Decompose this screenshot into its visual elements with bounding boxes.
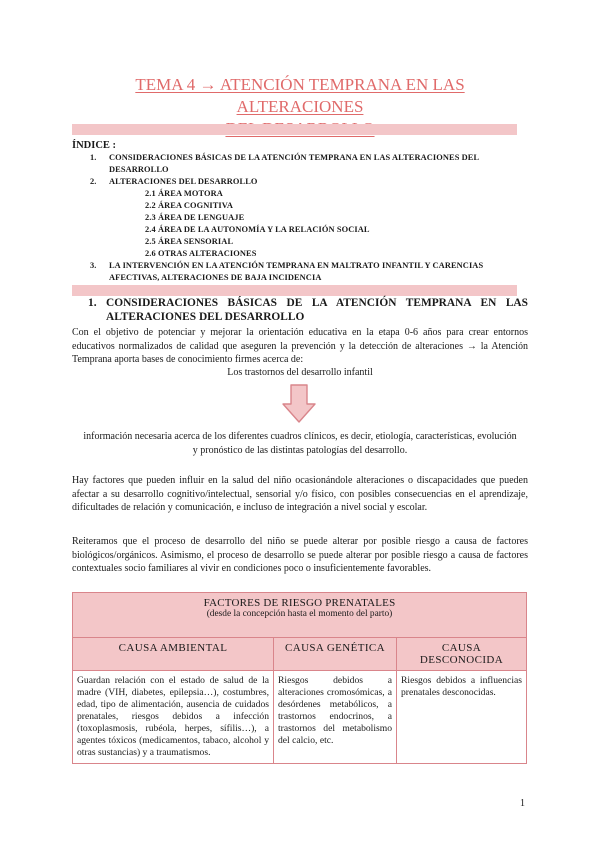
risk-factors-paragraph: Hay factores que pueden influir en la salud del niño ocasionándole alteraciones o discapacidades que pueden afectar a su desarrollo cognitivo/intelectual, sensorial y/o físico, con posibles consecuencias en el aprendizaje, dificultades de relación y comunicación, e incluso de integración a nivel social y escolar. (72, 475, 528, 513)
development-risk-paragraph: Reiteramos que el proceso de desarrollo del niño se puede alterar por posible riesgo a causa de factores biológicos/orgánicos. Asimismo, el proceso de desarrollo se puede alterar por posible riesgo a causa de factores contextuales socio familiares al vivir en condiciones poco o insuficientemente favorables. (72, 536, 528, 574)
index-heading: ÍNDICE : (72, 140, 117, 151)
index-item-text: LA INTERVENCIÓN EN LA ATENCIÓN TEMPRANA EN MALTRATO INFANTIL Y CARENCIAS (109, 261, 484, 270)
index-item-2 (90, 176, 528, 188)
column-header-ambiental: CAUSA AMBIENTAL (73, 638, 274, 671)
cell-causa-genetica: Riesgos debidos a alteraciones cromosómicas, a desórdenes metabólicos, a trastornos endocrinos, a trastornos del metabolismo del calcio, etc. (274, 671, 397, 764)
index-subitem: 2.6 OTRAS ALTERACIONES (145, 249, 257, 258)
page-number: 1 (520, 798, 525, 809)
cell-causa-desconocida: Riesgos debidos a influencias prenatales desconocidas. (397, 671, 527, 764)
centered-explanation: información necesaria acerca de los diferentes cuadros clínicos, es decir, etiología, características, evolución y pronóstico de las distintas patologías del desarrollo. (83, 431, 517, 456)
index-item-number: 1. (90, 153, 97, 162)
column-header-desconocida: CAUSA DESCONOCIDA (397, 638, 527, 671)
index-subitems (145, 188, 370, 260)
index-subitem: 2.4 ÁREA DE LA AUTONOMÍA Y LA RELACIÓN SOCIAL (145, 225, 370, 234)
prenatal-risk-table (72, 592, 527, 764)
table-header-subtitle: (desde la concepción hasta el momento del parto) (206, 609, 393, 619)
table-header-title: FACTORES DE RIESGO PRENATALES (203, 597, 396, 609)
column-header-genetica: CAUSA GENÉTICA (274, 638, 397, 671)
index-subitem: 2.3 ÁREA DE LENGUAJE (145, 213, 245, 222)
title-line-1: TEMA 4 → ATENCIÓN TEMPRANA EN LAS ALTERACIONES (135, 75, 465, 116)
index-item-text: CONSIDERACIONES BÁSICAS DE LA ATENCIÓN TEMPRANA EN LAS ALTERACIONES DEL (109, 153, 480, 162)
index-subitem: 2.5 ÁREA SENSORIAL (145, 237, 234, 246)
index-item-text: ALTERACIONES DEL DESARROLLO (109, 177, 258, 186)
index-subitem: 2.2 ÁREA COGNITIVA (145, 201, 233, 210)
cell-causa-ambiental: Guardan relación con el estado de salud de la madre (VIH, diabetes, epilepsia…), costumbres, edad, tipo de alimentación, ausencia de cuidados prenatales, riesgos debidos a infección (toxoplasmosis, rubéola, herpes, sífilis…), a agentes tóxicos (medicamentos, tabaco, alcohol y otras sustancias) y a traumatismos. (73, 671, 274, 764)
table-header (73, 593, 527, 638)
index-subitem: 2.1 ÁREA MOTORA (145, 189, 223, 198)
index-item-text-cont: DESARROLLO (109, 165, 169, 174)
index-item-text-cont: AFECTIVAS, ALTERACIONES DE BAJA INCIDENCIA (109, 273, 322, 282)
title-highlight-bar (72, 124, 517, 135)
index-item-1 (90, 152, 528, 176)
section-title: CONSIDERACIONES BÁSICAS DE LA ATENCIÓN TEMPRANA EN LAS ALTERACIONES DEL DESARROLLO (106, 297, 528, 323)
intro-paragraph: Con el objetivo de potenciar y mejorar la orientación educativa en la etapa 0-6 años para crear entornos educativos normalizados de calidad que aseguren la prevención y la detección de alteraciones → la Atención Temprana aporta bases de conocimiento firmes acerca de: (72, 327, 528, 365)
down-arrow-icon (281, 384, 317, 424)
section-number: 1. (88, 297, 97, 309)
index-highlight-bar (72, 285, 517, 296)
index-item-3 (90, 260, 528, 284)
index-item-number: 3. (90, 261, 97, 270)
index-item-number: 2. (90, 177, 97, 186)
centered-statement: Los trastornos del desarrollo infantil (227, 367, 373, 378)
